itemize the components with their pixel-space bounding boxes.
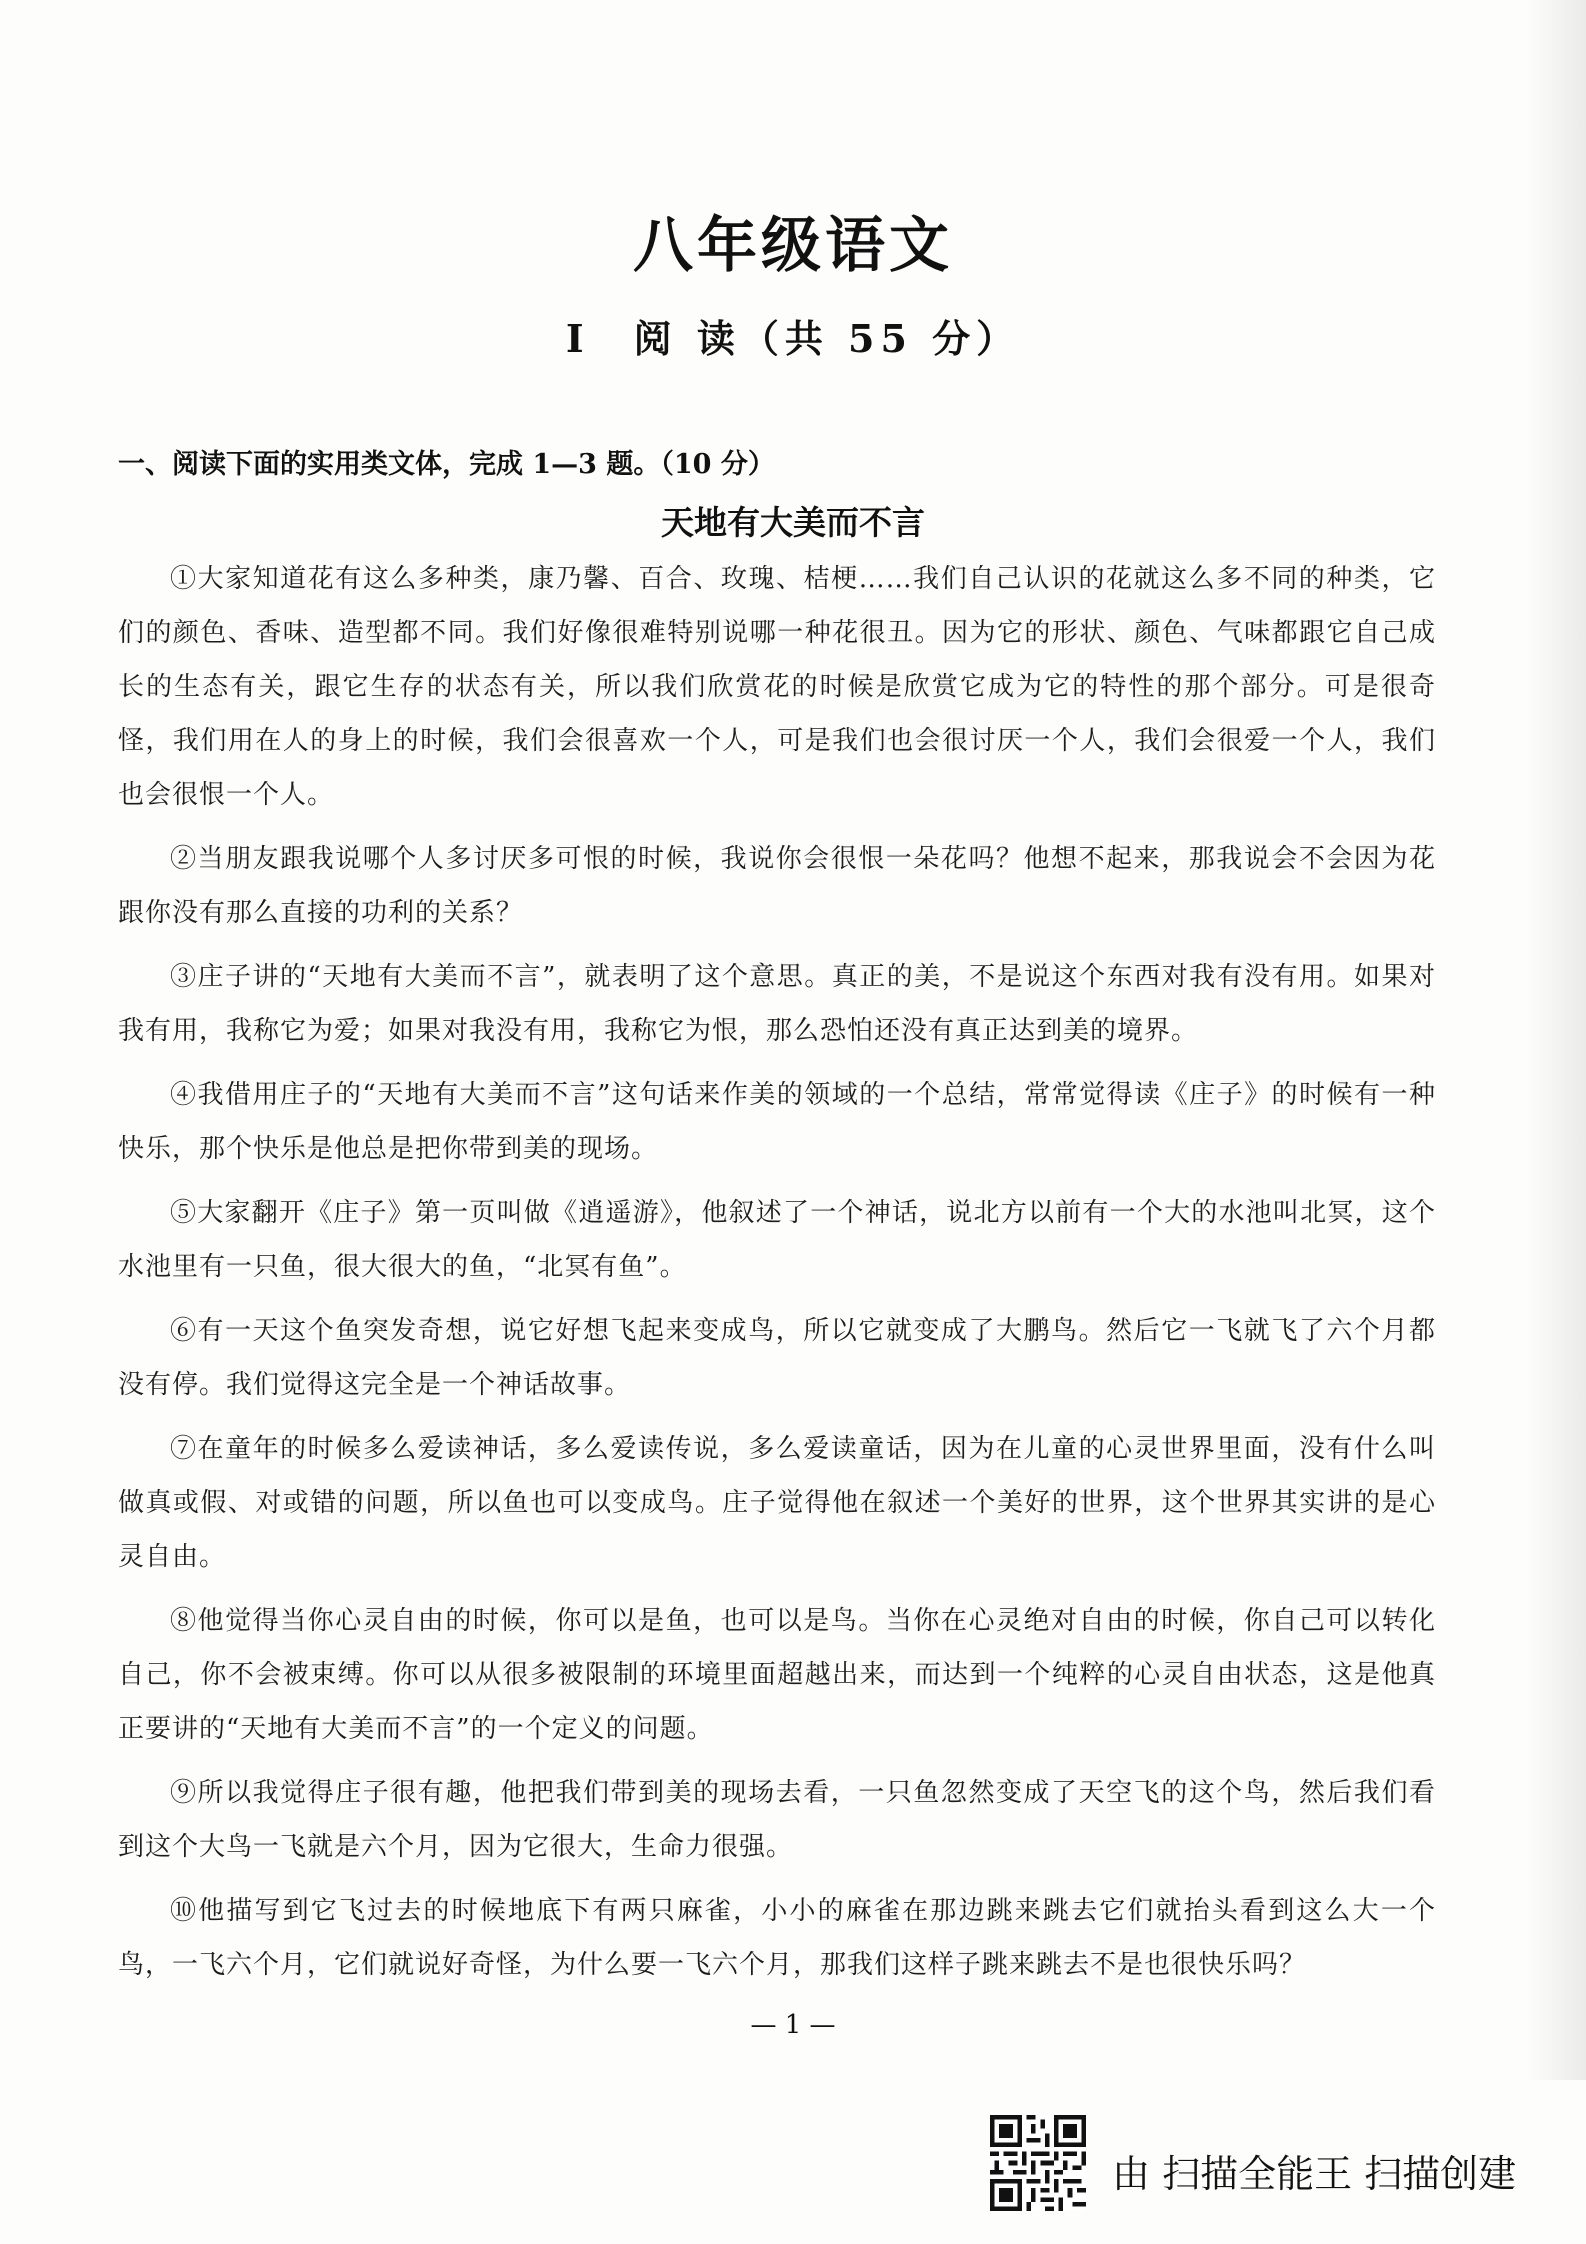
paragraph-2: ②当朋友跟我说哪个人多讨厌多可恨的时候，我说你会很恨一朵花吗？他想不起来，那我说会不会因为花跟你没有那么直接的功利的关系？ [118, 844, 1436, 928]
question-intro: 一、阅读下面的实用类文体，完成 1—3 题。（10 分） [118, 449, 775, 480]
page-number: — 1 — [750, 2010, 836, 2040]
paragraph-7: ⑦在童年的时候多么爱读神话，多么爱读传说，多么爱读童话，因为在儿童的心灵世界里面，没有什么叫做真或假、对或错的问题，所以鱼也可以变成鸟。庄子觉得他在叙述一个美好的世界，这个世界其实讲的是心灵自由。 [118, 1434, 1436, 1572]
scanner-label: 由 扫描全能王 扫描创建 [1112, 2152, 1517, 2196]
qr-code-icon [990, 2115, 1086, 2211]
paragraph-8: ⑧他觉得当你心灵自由的时候，你可以是鱼，也可以是鸟。当你在心灵绝对自由的时候，你自己可以转化自己，你不会被束缚。你可以从很多被限制的环境里面超越出来，而达到一个纯粹的心灵自由状态，这是他真正要讲的“天地有大美而不言”的一个定义的问题。 [118, 1606, 1436, 1744]
paragraph-10: ⑩他描写到它飞过去的时候地底下有两只麻雀，小小的麻雀在那边跳来跳去它们就抬头看到这么大一个鸟，一飞六个月，它们就说好奇怪，为什么要一飞六个月，那我们这样子跳来跳去不是也很快乐吗？ [118, 1896, 1436, 1980]
article-body [118, 552, 1436, 2002]
paragraph-9: ⑨所以我觉得庄子很有趣，他把我们带到美的现场去看，一只鱼忽然变成了天空飞的这个鸟，然后我们看到这个大鸟一飞就是六个月，因为它很大，生命力很强。 [118, 1778, 1436, 1862]
paragraph-5: ⑤大家翻开《庄子》第一页叫做《逍遥游》，他叙述了一个神话，说北方以前有一个大的水池叫北冥，这个水池里有一只鱼，很大很大的鱼，“北冥有鱼”。 [118, 1198, 1436, 1282]
paragraph-3: ③庄子讲的“天地有大美而不言”，就表明了这个意思。真正的美，不是说这个东西对我有没有用。如果对我有用，我称它为爱；如果对我没有用，我称它为恨，那么恐怕还没有真正达到美的境界。 [118, 962, 1436, 1046]
section-heading: Ⅰ 阅 读（共 55 分） [565, 316, 1021, 361]
document-title: 八年级语文 [633, 211, 953, 281]
paragraph-6: ⑥有一天这个鱼突发奇想，说它好想飞起来变成鸟，所以它就变成了大鹏鸟。然后它一飞就飞了六个月都没有停。我们觉得这完全是一个神话故事。 [118, 1316, 1436, 1400]
paragraph-1: ①大家知道花有这么多种类，康乃馨、百合、玫瑰、桔梗……我们自己认识的花就这么多不同的种类，它们的颜色、香味、造型都不同。我们好像很难特别说哪一种花很丑。因为它的形状、颜色、气味都跟它自己成长的生态有关，跟它生存的状态有关，所以我们欣赏花的时候是欣赏它成为它的特性的那个部分。可是很奇怪，我们用在人的身上的时候，我们会很喜欢一个人，可是我们也会很讨厌一个人，我们会很爱一个人，我们也会很恨一个人。 [118, 564, 1436, 810]
article-title: 天地有大美而不言 [661, 503, 925, 542]
scanner-watermark [990, 2115, 1570, 2215]
paragraph-4: ④我借用庄子的“天地有大美而不言”这句话来作美的领域的一个总结，常常觉得读《庄子》的时候有一种快乐，那个快乐是他总是把你带到美的现场。 [118, 1080, 1436, 1164]
